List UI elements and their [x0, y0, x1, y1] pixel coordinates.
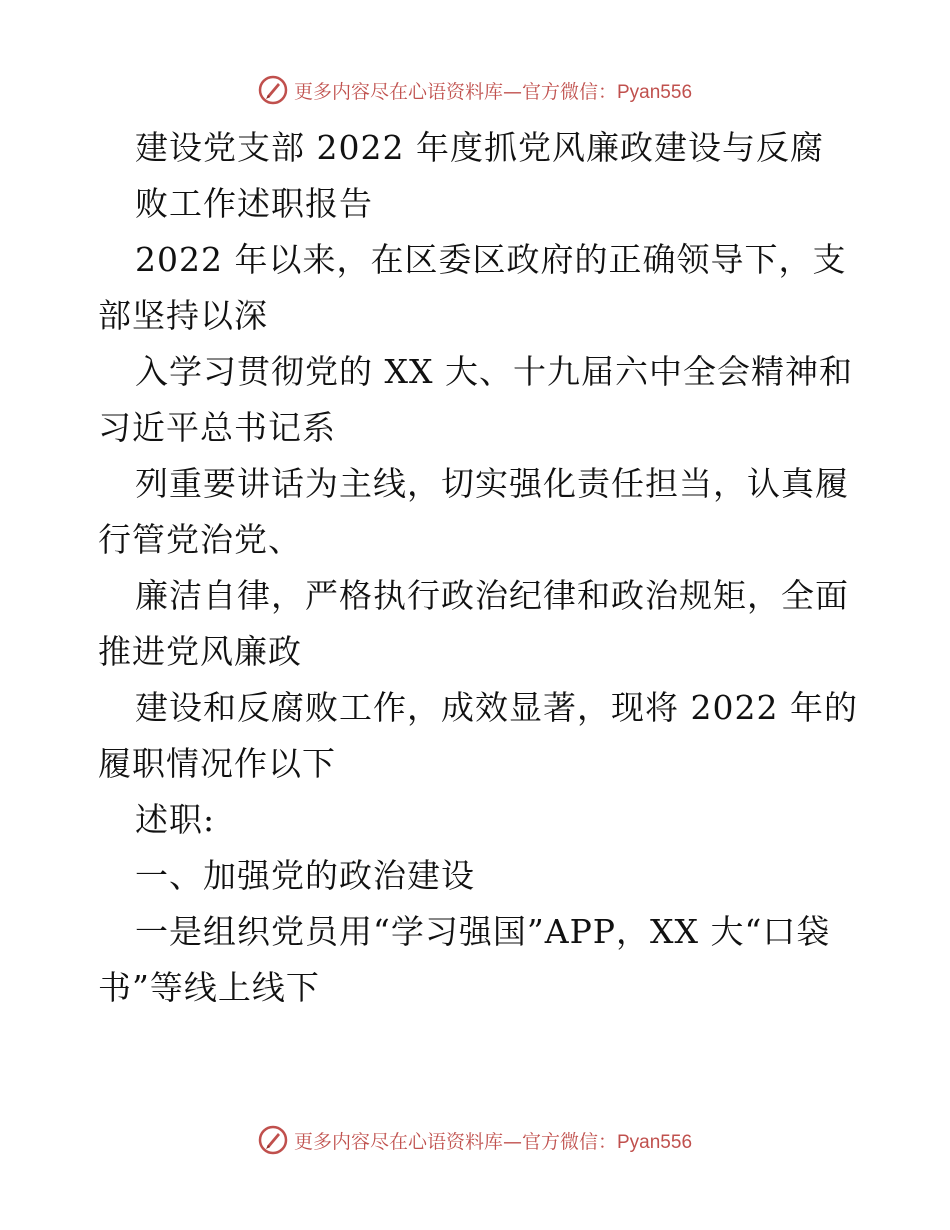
paragraph-line: 部坚持以深 [98, 296, 268, 335]
document-body [98, 120, 858, 1016]
watermark-text: 更多内容尽在心语资料库—官方微信：Pyan556 [293, 1130, 693, 1153]
paragraph-line: 行管党治党、 [98, 520, 302, 559]
paragraph-line: 书”等线上线下 [98, 968, 320, 1007]
paragraph-line: 习近平总书记系 [98, 408, 336, 447]
paragraph-line: 述职: [135, 800, 216, 839]
paragraph-line: 推进党风廉政 [98, 632, 302, 671]
footer-watermark [0, 1120, 950, 1160]
document-title-line-2: 败工作述职报告 [135, 184, 373, 223]
paragraph-line: 列重要讲话为主线，切实强化责任担当，认真履 [135, 464, 849, 503]
quill-pen-icon [258, 1125, 288, 1155]
paragraph-line: 建设和反腐败工作，成效显著，现将 2022 年的 [135, 688, 858, 727]
quill-pen-icon [258, 75, 288, 105]
section-heading: 一、加强党的政治建设 [135, 856, 475, 895]
document-title-line-1: 建设党支部 2022 年度抓党风廉政建设与反腐 [135, 128, 824, 167]
paragraph-line: 2022 年以来，在区委区政府的正确领导下，支 [135, 240, 847, 279]
paragraph-line: 廉洁自律，严格执行政治纪律和政治规矩，全面 [135, 576, 849, 615]
paragraph-line: 一是组织党员用“学习强国”APP，XX 大“口袋 [135, 912, 831, 951]
header-watermark [0, 70, 950, 110]
paragraph-line: 入学习贯彻党的 XX 大、十九届六中全会精神和 [135, 352, 853, 391]
watermark-text: 更多内容尽在心语资料库—官方微信：Pyan556 [293, 80, 693, 103]
paragraph-line: 履职情况作以下 [98, 744, 336, 783]
